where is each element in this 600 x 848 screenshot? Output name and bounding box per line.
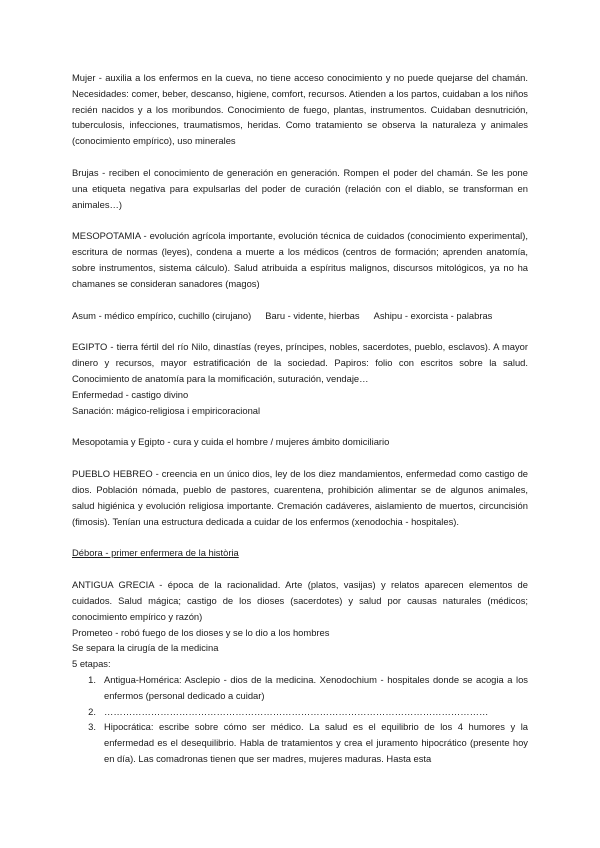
spacer (72, 149, 528, 165)
roles-line (72, 308, 528, 324)
list-item-number: 2. (88, 705, 96, 717)
role-asum: Asum - médico empírico, cuchillo (cirujano) (72, 309, 252, 321)
list-item-text: Antigua-Homérica: Asclepio - dios de la medicina. Xenodochium - hospitales donde se acogia a los enfermos (personal dedicado a cuidar) (104, 673, 528, 701)
list-item-number: 1. (88, 673, 96, 685)
spacer (72, 292, 528, 308)
line-enfermedad: Enfermedad - castigo divino (72, 388, 189, 400)
paragraph-mujer: Mujer - auxilia a los enfermos en la cueva, no tiene acceso conocimiento y no puede quejarse del chamán. Necesidades: comer, beber, descanso, higiene, comfort, recursos. Atienden a los partos, cuidaban a los niños recién nacidos y a los moribundos. Conocimiento de fuego, plantas, instrumentos. Cuidaban desnutrición, tuberculosis, infecciones, traumatismos, heridas. Como tratamiento se observa la naturaleza y animales (conocimiento empírico), uso minerales (72, 72, 528, 147)
line-debora: Débora - primer enfermera de la història (72, 547, 239, 559)
list-item (72, 719, 528, 766)
spacer (72, 418, 528, 434)
stages-list (72, 672, 528, 767)
list-item-number: 3. (88, 721, 96, 733)
line-etapas: 5 etapas: (72, 658, 111, 670)
line-mesopotamia-egipto: Mesopotamia y Egipto - cura y cuida el hombre / mujeres ámbito domiciliario (72, 436, 390, 448)
paragraph-antigua-grecia: ANTIGUA GRECIA - época de la racionalidad. Arte (platos, vasijas) y relatos aparecen elementos de cuidados. Salud mágica; castigo de los dioses (sacerdotes) y salud por causas naturales (médicos; conocimiento empírico y razón) (72, 579, 528, 622)
paragraph-pueblo-hebreo: PUEBLO HEBREO - creencia en un único dios, ley de los diez mandamientos, enfermedad como castigo de dios. Población nómada, pueblo de pastores, cuarentena, prohibición alimentar se de algunos animales, salud higiénica y evolución religiosa importante. Cremación cadáveres, aislamiento de muertos, circuncisión (fimosis). Tenían una estructura dedicada a cuidar de los enfermos (xenodochia - hospitales). (72, 468, 528, 527)
line-sanacion: Sanación: mágico-religiosa i empiricoracional (72, 404, 261, 416)
paragraph-brujas: Brujas - reciben el conocimiento de generación en generación. Rompen el poder del chamán. Se les pone una etiqueta negativa para expulsarlas del poder de curación (relación con el diablo, se transforman en animales…) (72, 166, 528, 210)
spacer (72, 323, 528, 339)
spacer (72, 529, 528, 545)
spacer (72, 561, 528, 577)
role-ashipu: Ashipu - exorcista - palabras (373, 309, 493, 321)
list-item-text: Hipocrática: escribe sobre cómo ser médico. La salud es el equilibrio de los 4 humores y la enfermedad es el desequilibrio. Habla de tratamientos y crea el juramento hipocrático (presente hoy en día). Las comadronas tienen que ser madres, mujeres maduras. Hasta esta (104, 721, 528, 764)
paragraph-mesopotamia: MESOPOTAMIA - evolución agrícola importante, evolución técnica de cuidados (conocimiento experimental), escritura de normas (leyes), condena a muerte a los médicos (centros de formación; aprenden anatomía, sobre instrumentos, sistema cálculo). Salud atribuida a espíritus malignos, discursos mitológicos, ya no ha chamanes se consideran sanadores (magos) (72, 230, 528, 289)
spacer (72, 450, 528, 466)
list-item-text: …………………………………………………………………………………………………………… (104, 705, 489, 717)
spacer (72, 212, 528, 228)
list-item (72, 672, 528, 704)
line-prometeo: Prometeo - robó fuego de los dioses y se lo dio a los hombres (72, 626, 330, 638)
line-cirugia: Se separa la cirugía de la medicina (72, 642, 219, 654)
list-item (72, 704, 528, 720)
role-baru: Baru - vidente, hierbas (265, 309, 360, 321)
paragraph-egipto: EGIPTO - tierra fértil del río Nilo, dinastías (reyes, príncipes, nobles, sacerdotes, pueblo, esclavos). A mayor dinero y recursos, mayor estratificación de la sociedad. Papiros: folio con escritos sobre la salud. Conocimiento de anatomía para la momificación, suturación, vendaje… (72, 341, 528, 384)
